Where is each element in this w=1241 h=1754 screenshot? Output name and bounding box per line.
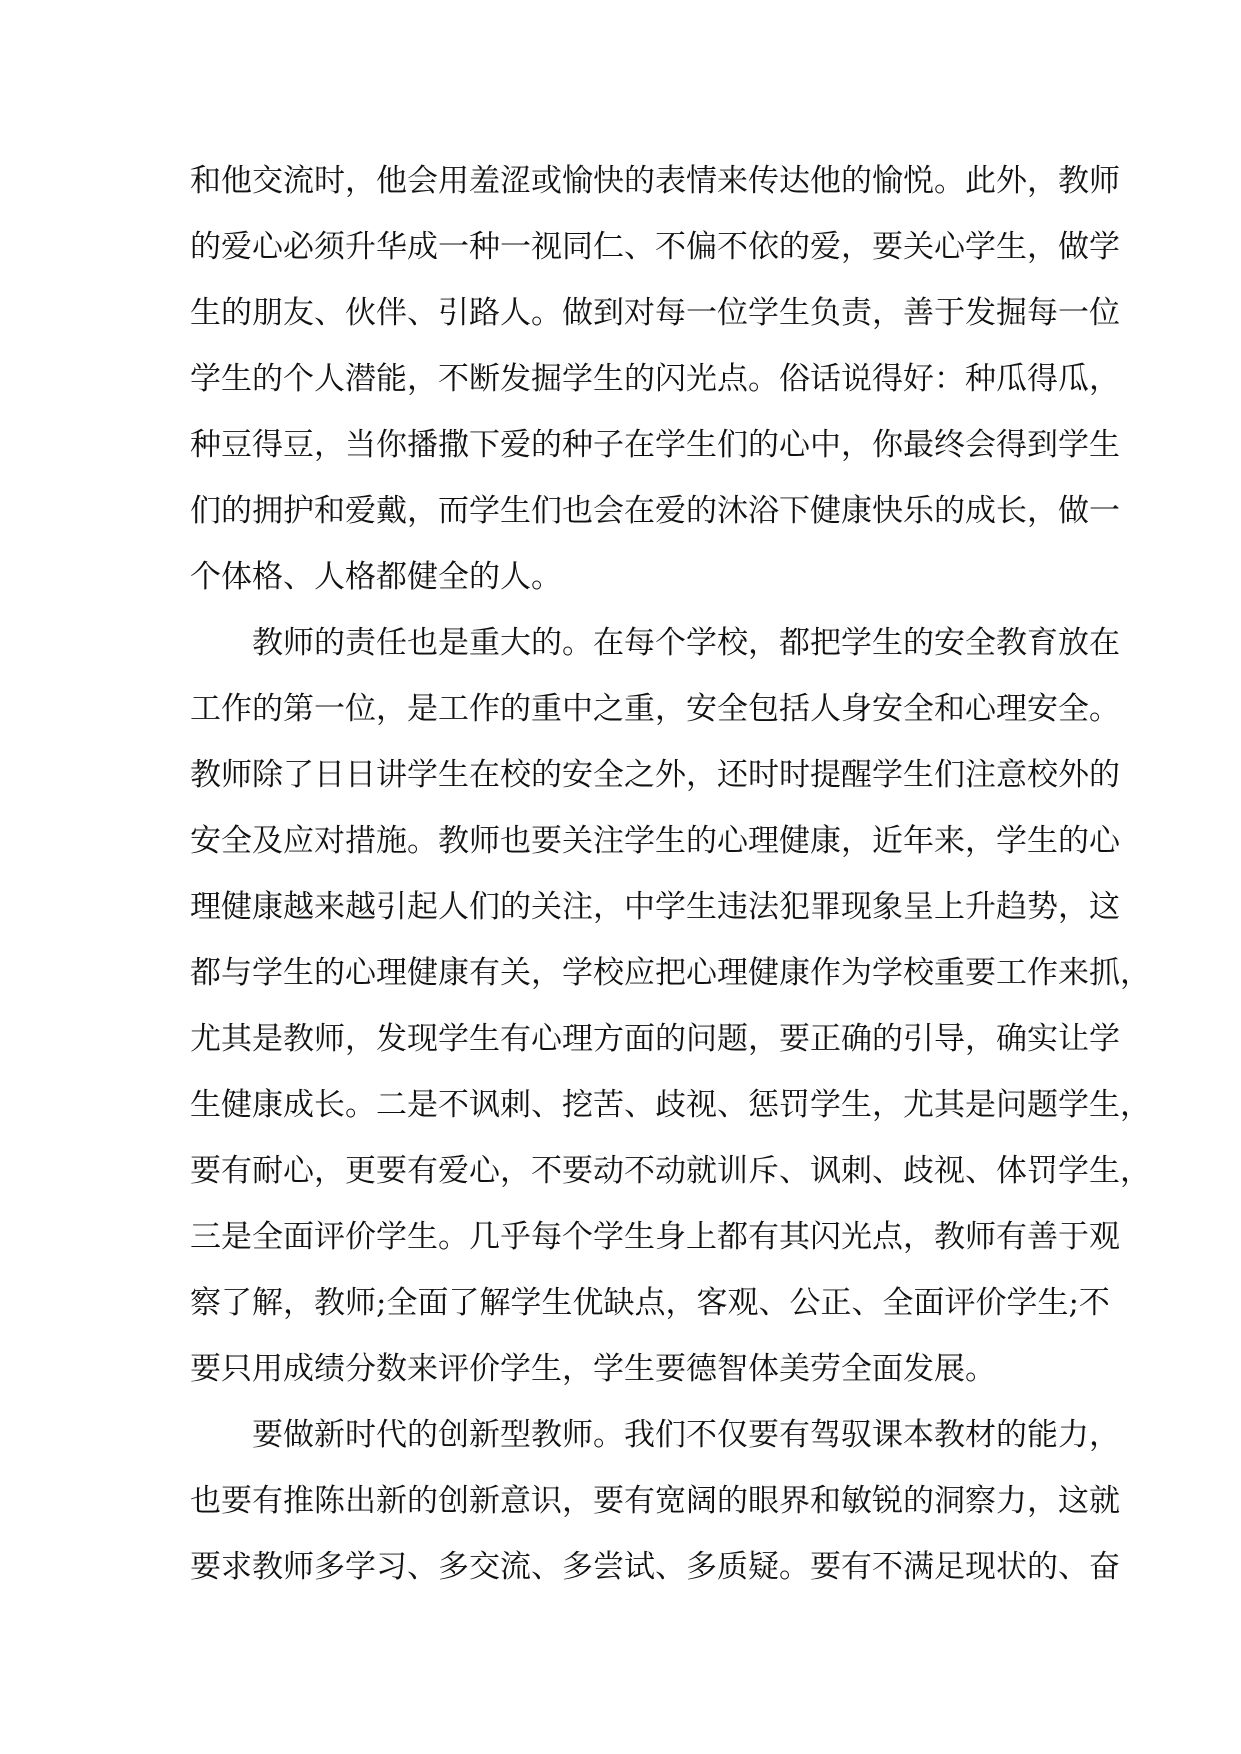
text-line: 察了解，教师;全面了解学生优缺点，客观、公正、全面评价学生;不 xyxy=(190,1285,1110,1321)
text-line: 也要有推陈出新的创新意识，要有宽阔的眼界和敏锐的洞察力，这就 xyxy=(190,1483,1120,1519)
text-line: 和他交流时，他会用羞涩或愉快的表情来传达他的愉悦。此外，教师 xyxy=(190,163,1120,199)
text-line: 工作的第一位，是工作的重中之重，安全包括人身安全和心理安全。 xyxy=(190,691,1120,727)
body-text xyxy=(190,148,1151,1600)
text-line: 理健康越来越引起人们的关注，中学生违法犯罪现象呈上升趋势，这 xyxy=(190,889,1120,925)
text-line: 要求教师多学习、多交流、多尝试、多质疑。要有不满足现状的、奋 xyxy=(190,1549,1120,1585)
text-line: 种豆得豆，当你播撒下爱的种子在学生们的心中，你最终会得到学生 xyxy=(190,427,1120,463)
text-line: 尤其是教师，发现学生有心理方面的问题，要正确的引导，确实让学 xyxy=(190,1021,1120,1057)
text-line: 教师的责任也是重大的。在每个学校，都把学生的安全教育放在 xyxy=(252,625,1120,661)
text-line: 学生的个人潜能，不断发掘学生的闪光点。俗话说得好：种瓜得瓜， xyxy=(190,361,1120,397)
text-line: 安全及应对措施。教师也要关注学生的心理健康，近年来，学生的心 xyxy=(190,823,1120,859)
text-line: 生的朋友、伙伴、引路人。做到对每一位学生负责，善于发掘每一位 xyxy=(190,295,1120,331)
text-line: 要做新时代的创新型教师。我们不仅要有驾驭课本教材的能力， xyxy=(252,1417,1120,1453)
text-line: 三是全面评价学生。几乎每个学生身上都有其闪光点，教师有善于观 xyxy=(190,1219,1120,1255)
text-line: 个体格、人格都健全的人。 xyxy=(190,559,562,595)
text-line: 要只用成绩分数来评价学生，学生要德智体美劳全面发展。 xyxy=(190,1351,996,1387)
text-line: 们的拥护和爱戴，而学生们也会在爱的沐浴下健康快乐的成长，做一 xyxy=(190,493,1120,529)
text-line: 都与学生的心理健康有关，学校应把心理健康作为学校重要工作来抓， xyxy=(190,955,1151,991)
text-line: 的爱心必须升华成一种一视同仁、不偏不依的爱，要关心学生，做学 xyxy=(190,229,1120,265)
text-line: 要有耐心，更要有爱心，不要动不动就训斥、讽刺、歧视、体罚学生， xyxy=(190,1153,1151,1189)
text-line: 教师除了日日讲学生在校的安全之外，还时时提醒学生们注意校外的 xyxy=(190,757,1120,793)
text-line: 生健康成长。二是不讽刺、挖苦、歧视、惩罚学生，尤其是问题学生， xyxy=(190,1087,1151,1123)
